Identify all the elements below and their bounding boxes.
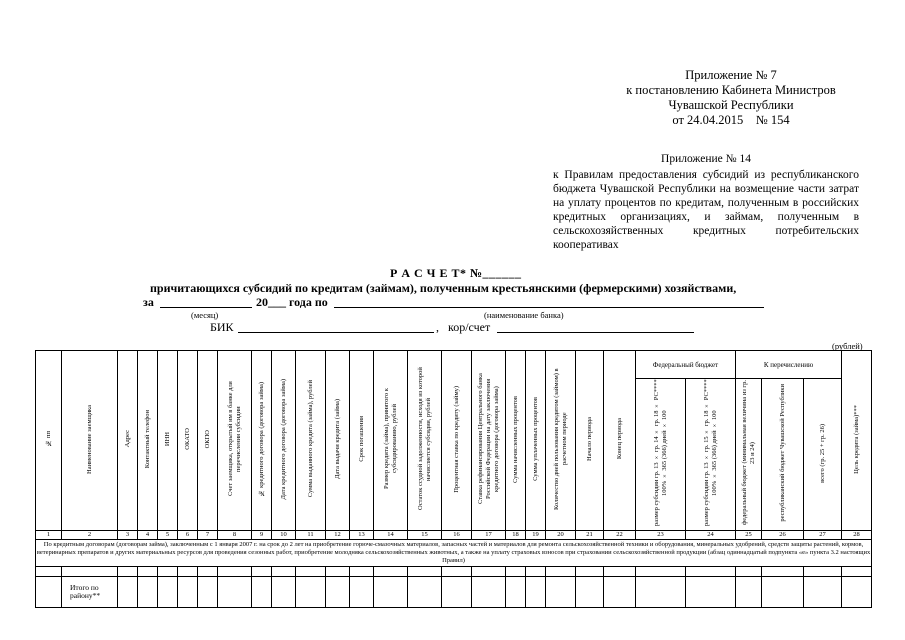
col-num: 7 [198, 531, 218, 540]
col-num: 3 [118, 531, 138, 540]
table-cell[interactable] [762, 577, 804, 608]
col-num: 9 [252, 531, 272, 540]
col-num: 20 [546, 531, 576, 540]
col-num: 8 [218, 531, 252, 540]
col-9-header: № кредитного договора (договора займа) [252, 351, 272, 531]
col-num: 1 [36, 531, 62, 540]
table-cell[interactable] [218, 577, 252, 608]
table-cell[interactable] [252, 577, 272, 608]
col-26-header: республиканский бюджет Чувашской Республики [762, 379, 804, 531]
table-cell[interactable] [604, 567, 636, 577]
col-7-header: ОКПО [198, 351, 218, 531]
col-num: 19 [526, 531, 546, 540]
table-cell[interactable] [506, 567, 526, 577]
table-cell[interactable] [604, 577, 636, 608]
col-num: 27 [804, 531, 842, 540]
col-2-header: Наименование заемщика [62, 351, 118, 531]
table-cell[interactable] [178, 567, 198, 577]
col-22-header: Конец периода [604, 351, 636, 531]
za-label: за [143, 295, 154, 309]
table-cell[interactable] [326, 567, 350, 577]
table-cell[interactable] [158, 577, 178, 608]
table-cell[interactable] [118, 567, 138, 577]
col-10-header: Дата кредитного договора (договора займа) [272, 351, 296, 531]
bank-caption: (наименование банка) [484, 310, 564, 320]
table-cell[interactable] [506, 577, 526, 608]
table-cell[interactable] [374, 567, 408, 577]
col-num: 26 [762, 531, 804, 540]
table-cell[interactable] [296, 577, 326, 608]
col-num: 17 [472, 531, 506, 540]
table-cell[interactable] [636, 577, 686, 608]
col-num: 6 [178, 531, 198, 540]
table-cell[interactable] [178, 577, 198, 608]
table-cell[interactable] [472, 567, 506, 577]
column-numbers-row [36, 531, 872, 540]
table-cell[interactable] [576, 577, 604, 608]
col-num: 24 [686, 531, 736, 540]
table-cell[interactable] [804, 577, 842, 608]
loan-note-row: По кредитным договорам (договорам займа), заключенным с 1 января 2007 г. на срок до 2 лет на приобретение горюче-смазочных материалов, запасных частей и материалов для ремонта сельскохозяйственной техники и оборудования, минеральных удобрений, средств защиты растений, кормов, ветеринарных препаратов и других материальных ресурсов для проведения сезонных работ, приобретение молодняка сельскохозяйственных животных, а также на уплату страховых взносов при страховании сельскохозяйственной продукции (абзац одиннадцатый подпункта «е» пункта 3.2 настоящих Правил) [36, 540, 872, 567]
k-perechisleniyu-header: К перечислению [736, 351, 842, 379]
table-cell[interactable] [842, 577, 872, 608]
month-field[interactable] [160, 307, 252, 308]
table-cell[interactable] [118, 577, 138, 608]
col-8-header: Счет заемщика, открытый им в банке для перечисления субсидии [218, 351, 252, 531]
bik-field[interactable] [238, 332, 434, 333]
appendix-7-line2: к постановлению Кабинета Министров [626, 83, 836, 97]
table-cell[interactable] [526, 577, 546, 608]
appendix-7-title: Приложение № 7 [685, 68, 777, 82]
col-23-header: размер субсидии гр. 13 × гр. 14 × гр. 18 × РС**** 100% × 365 (366) дней × 100 [636, 379, 686, 531]
col-num: 4 [138, 531, 158, 540]
table-cell[interactable] [408, 577, 442, 608]
federal-budget-header: Федеральный бюджет [636, 351, 736, 379]
table-cell[interactable] [138, 577, 158, 608]
table-row [36, 567, 872, 577]
table-cell[interactable] [472, 577, 506, 608]
raschet-title: Р А С Ч Е Т* №______ [390, 266, 522, 280]
col-28-header: Цель кредита (займа)*** [842, 351, 872, 531]
col-14-header: Размер кредита (займа), принятого к субсидированию, рублей [374, 351, 408, 531]
appendix-14-text: к Правилам предоставления субсидий из республиканского бюджета Чувашской Республики на возмещение части затрат на уплату процентов по кредитам, полученным в российских кредитных организациях, и займам, полученным в сельскохозяйственных кредитных потребительских кооперативах [553, 169, 859, 251]
col-16-header: Процентная ставка по кредиту (займу) [442, 351, 472, 531]
table-cell[interactable] [374, 577, 408, 608]
col-num: 25 [736, 531, 762, 540]
col-21-header: Начало периода [576, 351, 604, 531]
table-cell[interactable] [198, 567, 218, 577]
table-cell[interactable] [272, 577, 296, 608]
itogo-row [36, 577, 872, 608]
col-num: 15 [408, 531, 442, 540]
col-24-header: размер субсидии гр. 13 × гр. 15 × гр. 18 × РС**** 100% × 365 (366) дней × 100 [686, 379, 736, 531]
col-num: 12 [326, 531, 350, 540]
col-num: 18 [506, 531, 526, 540]
korschet-field[interactable] [497, 332, 694, 333]
table-cell[interactable] [442, 567, 472, 577]
table-cell[interactable] [736, 577, 762, 608]
bank-field[interactable] [334, 307, 764, 308]
raschet-table [35, 350, 872, 608]
table-cell[interactable] [546, 577, 576, 608]
col-3-header: Адрес [118, 351, 138, 531]
col-6-header: ОКАТО [178, 351, 198, 531]
itogo-label: Итого по району** [62, 577, 118, 608]
table-cell[interactable] [736, 567, 762, 577]
table-cell[interactable] [350, 567, 374, 577]
col-num: 23 [636, 531, 686, 540]
table-cell[interactable] [198, 577, 218, 608]
table-cell[interactable] [442, 577, 472, 608]
table-cell[interactable] [686, 577, 736, 608]
col-num: 5 [158, 531, 178, 540]
raschet-subtitle: причитающихся субсидий по кредитам (займам), полученным крестьянскими (фермерскими) хозяйствами, [150, 281, 737, 295]
col-1-header: № пп [36, 351, 62, 531]
col-num: 28 [842, 531, 872, 540]
bik-label: БИК [210, 320, 234, 334]
col-15-header: Остаток ссудной задолженности, исходя из которой начисляется субсидия, рублей [408, 351, 442, 531]
col-num: 13 [350, 531, 374, 540]
units-label: (рублей) [832, 341, 863, 351]
table-cell[interactable] [326, 577, 350, 608]
col-20-header: Количество дней пользования кредитом (займом) в расчетном периоде [546, 351, 576, 531]
table-cell[interactable] [138, 567, 158, 577]
col-4-header: Контактный телефон [138, 351, 158, 531]
year-label: 20___ года по [256, 295, 328, 309]
col-num: 22 [604, 531, 636, 540]
col-19-header: Сумма уплаченных процентов [526, 351, 546, 531]
appendix-7-block [606, 68, 856, 128]
table-cell[interactable] [36, 577, 62, 608]
col-27-header: всего (гр. 25 + гр. 26) [804, 379, 842, 531]
table-cell[interactable] [842, 567, 872, 577]
col-18-header: Сумма начисленных процентов [506, 351, 526, 531]
table-cell[interactable] [296, 567, 326, 577]
col-num: 11 [296, 531, 326, 540]
table-cell[interactable] [804, 567, 842, 577]
col-num: 2 [62, 531, 118, 540]
table-cell[interactable] [272, 567, 296, 577]
col-num: 16 [442, 531, 472, 540]
col-17-header: Ставка рефинансирования Центрального банка Российской Федерации на дату заключения кредитного договора (договора займа) [472, 351, 506, 531]
table-cell[interactable] [252, 567, 272, 577]
col-12-header: Дата выдачи кредита (займа) [326, 351, 350, 531]
table-cell[interactable] [62, 567, 118, 577]
month-caption: (месяц) [191, 310, 219, 320]
table-cell[interactable] [36, 567, 62, 577]
appendix-14-title: Приложение № 14 [661, 153, 751, 165]
appendix-7-line4: от 24.04.2015 № 154 [672, 113, 790, 127]
col-13-header: Срок погашения [350, 351, 374, 531]
appendix-7-line3: Чувашской Республики [668, 98, 794, 112]
table-cell[interactable] [762, 567, 804, 577]
appendix-14-block [553, 152, 859, 252]
col-25-header: федеральный бюджет (минимальная величина из гр. 23 и 24) [736, 379, 762, 531]
table-cell[interactable] [526, 567, 546, 577]
table-cell[interactable] [576, 567, 604, 577]
table-cell[interactable] [686, 567, 736, 577]
col-num: 21 [576, 531, 604, 540]
table-cell[interactable] [636, 567, 686, 577]
col-num: 10 [272, 531, 296, 540]
korschet-label: , кор/счет [436, 320, 491, 334]
col-5-header: ИНН [158, 351, 178, 531]
table-cell[interactable] [158, 567, 178, 577]
col-num: 14 [374, 531, 408, 540]
col-11-header: Сумма выданного кредита (займа), рублей [296, 351, 326, 531]
table-cell[interactable] [218, 567, 252, 577]
table-cell[interactable] [546, 567, 576, 577]
table-cell[interactable] [350, 577, 374, 608]
table-cell[interactable] [408, 567, 442, 577]
